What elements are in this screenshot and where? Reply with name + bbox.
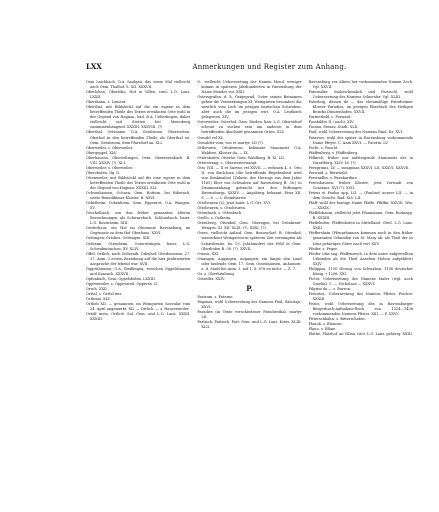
register-entry: Offel, Ortlich, nach Zollerndt. Ödenhof, Oberbronnen, 27. 37. Anm. 3 ersten Berathung auf die hier praktizierten Ansprüche der lebend war. XVII. (86, 251, 191, 266)
section-heading: P. (246, 283, 253, 293)
register-entry: Paternilier (wahrscheinlich und Partisch), wohl Ueberseetung des Namens Schneider. Vgl. XLIII. (308, 90, 413, 100)
register-entry: Paterbug, dessen de — das ebenmäßige Paterheimer Kloster Paradies, im jetzigen Eberbäch des Heiligen Bezirks Dinszenhofen. XXVII. (308, 100, 413, 115)
register-entry: Pistorius, Ueberseetung des Namens Pfister, Fischer. XXXIII. (308, 291, 413, 302)
register-entry: Owens. XXI. (197, 251, 220, 256)
register-entry: Oberthal, mit Bildstöckl auf die ein eigene in dem betreffenden Theile des Textes erwähnten Orte wohl in der Gegend von Hagnau, bad. B.A. Ueberlingen, daher vielleicht mit Stetten bei Meersburg zusammenhängend. XXXIII. XXXVIII. (?) (86, 105, 191, 130)
register-entry: Pictor, Ueberseetung des Namens Maler (wgl. auch Gmelin). C. — Nicholaus — XXXVI. (308, 276, 413, 286)
register-column-3 (309, 80, 413, 337)
register-column-1 (86, 80, 190, 337)
register-entry: Ottenberg, Ottenhof, Gem. Oberngen, bei Grünkraut-Wengen. XI. XII. XLIX. (?). XXXI. (?). (197, 221, 302, 231)
register-entry: Oswalder vom, von et martyr. LII (?). (197, 140, 264, 145)
register-entry: Partnerbild, s. Perwaid. (308, 115, 352, 120)
register-entry: Oggelshausen, O.A. Riedlingen, zwischen Oggelshausen und Kanzach. XXXVII. (86, 266, 191, 276)
register-entry: Ortlieb XII. — genannten, im Weingarten Saecular vom 24. April angemerkt. XII. — Ortlich. — s. Hauserweiler. (86, 302, 191, 312)
register-entry: Oberweiler, s. Oberweiler. (86, 145, 134, 150)
register-entry: Pfeffershain (Pfennrhannen kommen noch in den früher genannten Urkunden von St. Mary ab: als Theil der es Lenz gehörigen Güter nach vor) XXV. (308, 231, 413, 246)
register-entry: Paul, wohl Ueberseetung des Namens Rind. Ez. XVI. (308, 130, 404, 135)
register-entry: Perwaid, s. Bernwald. (308, 170, 348, 175)
register-entry: Pilgrim da — s. Burron. (308, 286, 351, 291)
register-entry: Orsch. XXII. (86, 286, 108, 291)
register-entry: Petrus et Paulus app. LII. — (Pauline) ausser LII. — in dem Gericht. Bad. XLV. LII. (308, 191, 413, 201)
register-entry: Oppenweiler, s. Oppenweil. Oppersh. II. (86, 281, 158, 286)
register-entry: Passbilder II. (auch). XIV. (308, 120, 355, 125)
register-entry: Ostzeller. XXIV. (197, 276, 225, 281)
register-entry: Ottenweiler, mit Bildstöckl auf die eine eigene in dem betreffenden Theile des Textes erwähnten Orte wohl in der Gegend von Hagnau. XXXIII. XLI. (86, 175, 191, 190)
running-header (86, 62, 413, 74)
register-entry: Ottobeuren (L), jetzt baier. L.G. Ort. XVI. (197, 201, 272, 206)
register-entry: Ottbeuren, Ottobeuren, bekannte Stammsitz O.A. Waldsee, Klöster da. — IX. (197, 145, 302, 155)
register-entry: Oeschelbach, von den früher genannten älteren Bezeichnungen als Schwarzbach, Schlossbach, baier. L.G. Rosenheim. XIII. (86, 211, 191, 226)
register-entry: Perwaidlin, s. Bernhardine. (308, 175, 358, 180)
register-entry: Oberlohen, Oberlohe, Hof in Villen, tirol. L.O. Lanz. LXXII. (86, 90, 191, 100)
register-entry: Philippus, 1190 Herzog von Schwaben, 1198 deutscher König, † 1208. XXI. (308, 266, 413, 276)
register-entry: Otto VIII. — II et Suevus vel XXVII. — wehmen 4. 5. Otto II. von Buchhorn (die betreffende Begebenheit wird von Denkmalen) (Zehnte: des Herzogs aus dem Jahre 1165) Eher von Schwaben auf Ravensburg B. 38.) in Zusammenhang gebracht mit den Stiftungen Ravensburgs. XXXIV. — Augsburg, bekannt. Etwa XII. S. — 6. — s. Steinfuerste. (197, 165, 302, 201)
register-entry: Pecht, s. Paucht. (308, 145, 339, 150)
register-entry: Opfenbach, Gem. Oppelsbohm. LXXIII. (86, 276, 156, 281)
register-entry: Paradies (in Texte verschiedener Paradiesthal, martyr LII. (197, 310, 302, 320)
register-entry: Partisch, Partisch, Part. Oem. und L.G. Lanz. Kreis. XLIII. XLII. (197, 320, 302, 330)
register-entry: Oberzhofen. Ilg. D. (86, 170, 121, 175)
register-entry: Petershausen, früher Kloster, jetzt Vorstadt von Constanz. XVI.(?). XVII. (308, 180, 413, 190)
register-entry: Pelkirch, früher nur aufsteigende Stammsitz der in Vorarlberg. XLIV. LV. (?). (308, 155, 413, 165)
running-title: Anmerkungen und Register zum Anhang. (192, 63, 347, 71)
register-entry: Plathe, Platzhof, an Villan, tirol. L.G. Lanz. gehörig. XXIII. (308, 332, 413, 337)
register-entry: Ottenbach, s. Ottenbach. (197, 211, 243, 216)
register-entry: Ostersgrafen, d. h. Ostgegend, Unter seinen Beinamen gehen die Vermerkungen XI. Weingarten besonders die westlich vom Lech im jetzigen bairischen Schwaben, aber auch die im jetzigen wirt. O.A. Leutkirch gelegenen. XIV. (197, 95, 302, 120)
register-entry: Pagonas, wohl Ueberseetung des Namens Paul, Sabotaje. XXVI. (197, 299, 302, 309)
register-entry: Orttal, s. Orttal mts. (86, 291, 123, 296)
register-entry: Patarver, wohl der später in Ravensburg vorkommende Name Pfeyer. C. Anm XXVI. — Paterin. LV. (308, 135, 413, 145)
register-entry: O., vielleicht Ueberseetung der Namen Mend, weniger kommt in späteren Jahrhunderten in Ravensburg der Name Mender vor. XXII. (197, 80, 302, 95)
register-entry: Pistor, wohl Ueberseetung des in Ravensburger Bürgerbuch-Aufnahme-Buch von 1324—1436 vorkommenden Namens Pfister. XIII. — P. XXVI. (308, 302, 413, 317)
register-entry: Ortheim. XLV. (86, 297, 111, 302)
register-entry: Owangen, Augangen, Augangen, ein längst den Land oder laufende Oem. 17. Gem. Ossenhausen, Anhausen: a. d. Stadt bei Anm. 3. auf 1. 6. 878 en nicht. — Z. 7. (197, 256, 302, 271)
register-entry: Oberhausen, Oberzeltingen, Oem. Oberessenbach. B. VIII. XXXIV (?). XLI. (86, 155, 191, 165)
register-entry: Oesterhaus, ein Hof im Oberamte Ravensburg, im Gegensatz zu dem Hof Oberhaus. XXVI. (86, 226, 191, 236)
register-entry: Passau, Passau, Stadt. XLII. (308, 125, 359, 130)
register-entry: Ottobeuren, s. Ottobeuren. (197, 206, 247, 211)
register-entry: Oem Laichbach, O.A. Saulgau, das sowie Mal vielleicht auch Oem. Thalhof. S. XII. XXXVII. (86, 80, 191, 90)
register-entry: Oetheim, Ottenheim, Unterottingen, baier. L.G. Schwabmünchen. XV. XLIV. (86, 241, 191, 251)
register-entry: Oberthal, Ortsname, O.A. Gerabronn. Oberstetten, Oberhof in den betreffenden Theile als Oberthal ist. Oem. Gerabronn, dem Pfarrdorf an. XLI. (86, 130, 191, 145)
register-entry: Pfaffelsbaum, vielleicht jetzt Pfaumannn, Oem. Bodnegg. B. XXXIII. (308, 211, 413, 221)
register-entry: Pfaffehofen, Pfaffenhofen in Mittelland, Ottel, L.G. Lanz. XXIII. (308, 221, 413, 231)
register-entry: Ottershofen, Otterhe. Oem. Waldburg. B. XI. LII. (197, 155, 285, 160)
register-entry: Ockelheim. Ockenheim, Gem. Eggenrot, O.A. Wangen. XV. (86, 201, 191, 211)
register-entry: Pfaff, wohl der heutige Name Pfaffe. Pfliffin, XXVIII. Wer. — XXXIX. (308, 201, 413, 211)
register-entry: Pastrum, s. Paterne. (197, 294, 234, 299)
register-columns (86, 80, 413, 337)
register-entry: Ozello, s. Ostheim. (197, 216, 232, 221)
register-entry: Plano, s. Bläue. (308, 327, 337, 332)
register-entry: Pfeifer (das sog. Pfaffenreich, in dem unter aufgestellten Urkunden ab die Theil Ansehen Hohen aufgeführt) XXIV. (308, 251, 413, 266)
register-entry: Ravensburg vor Alters her vorkommenden Namen Zech. Vgl. XXVII. (308, 80, 413, 90)
register-entry: Oberweiler, s. Oberweiler. (86, 165, 134, 170)
register-entry: Oberthann, s. Lemaur. (86, 100, 127, 105)
register-entry: Obergeppel. XLV. (86, 150, 117, 155)
register-entry: Pfeifer, s. Feger. (308, 246, 338, 251)
register-entry: Planck, s. Blancen. (308, 322, 343, 327)
register-entry: Pfaffenberg, s. Pfaffenberg. (308, 150, 359, 155)
register-entry: Osterweiler, Osterhof, Gem. Rieden, bair. L.G. Oberstdorf scheint zu suchen sein am anderen in dem betreffenden Abschnitt genannten Orten. XLV. (197, 120, 302, 135)
register-entry: Oswald vel XL. (197, 135, 225, 140)
register-column-2 (197, 80, 301, 337)
register-entry: Ochsenhausen, Ochsen, Gem. Rottum, bei Biberach, sowie Benediktiner Kloster. B. XXVI. (86, 191, 191, 201)
register-entry: Otterswang, s. Oberweiterwangt. (197, 160, 258, 165)
register-entry: Ortolf mein, Ortlich. Sal. Oem. und L.O. Lanz. XXXII. XXXIII. (86, 312, 191, 322)
register-entry: Pitterschbahn, s. Bitterschafen. (308, 317, 366, 322)
register-entry: Peregrinus, LV. — sumgimas XXXVI. LII. XXXVI. XXXVII. (308, 165, 410, 170)
register-entry: Oettingen, Ortsbez. Oettingen. XIII. (86, 236, 151, 241)
register-entry: Owen, vielleicht Aulauf, Gem. Bessendorf. B. Ottenhof, wasserbaut Weingarten in späteren Zeit vereinigten als Schatzbesitz. Im 19. Jahrhundert der Feld in Oem. Oberhofen B. 38. (?). XXVII. (197, 231, 302, 251)
page-number: LXX (86, 62, 102, 71)
register-entry: Oz. s. Oberhitaltung. (197, 271, 235, 276)
